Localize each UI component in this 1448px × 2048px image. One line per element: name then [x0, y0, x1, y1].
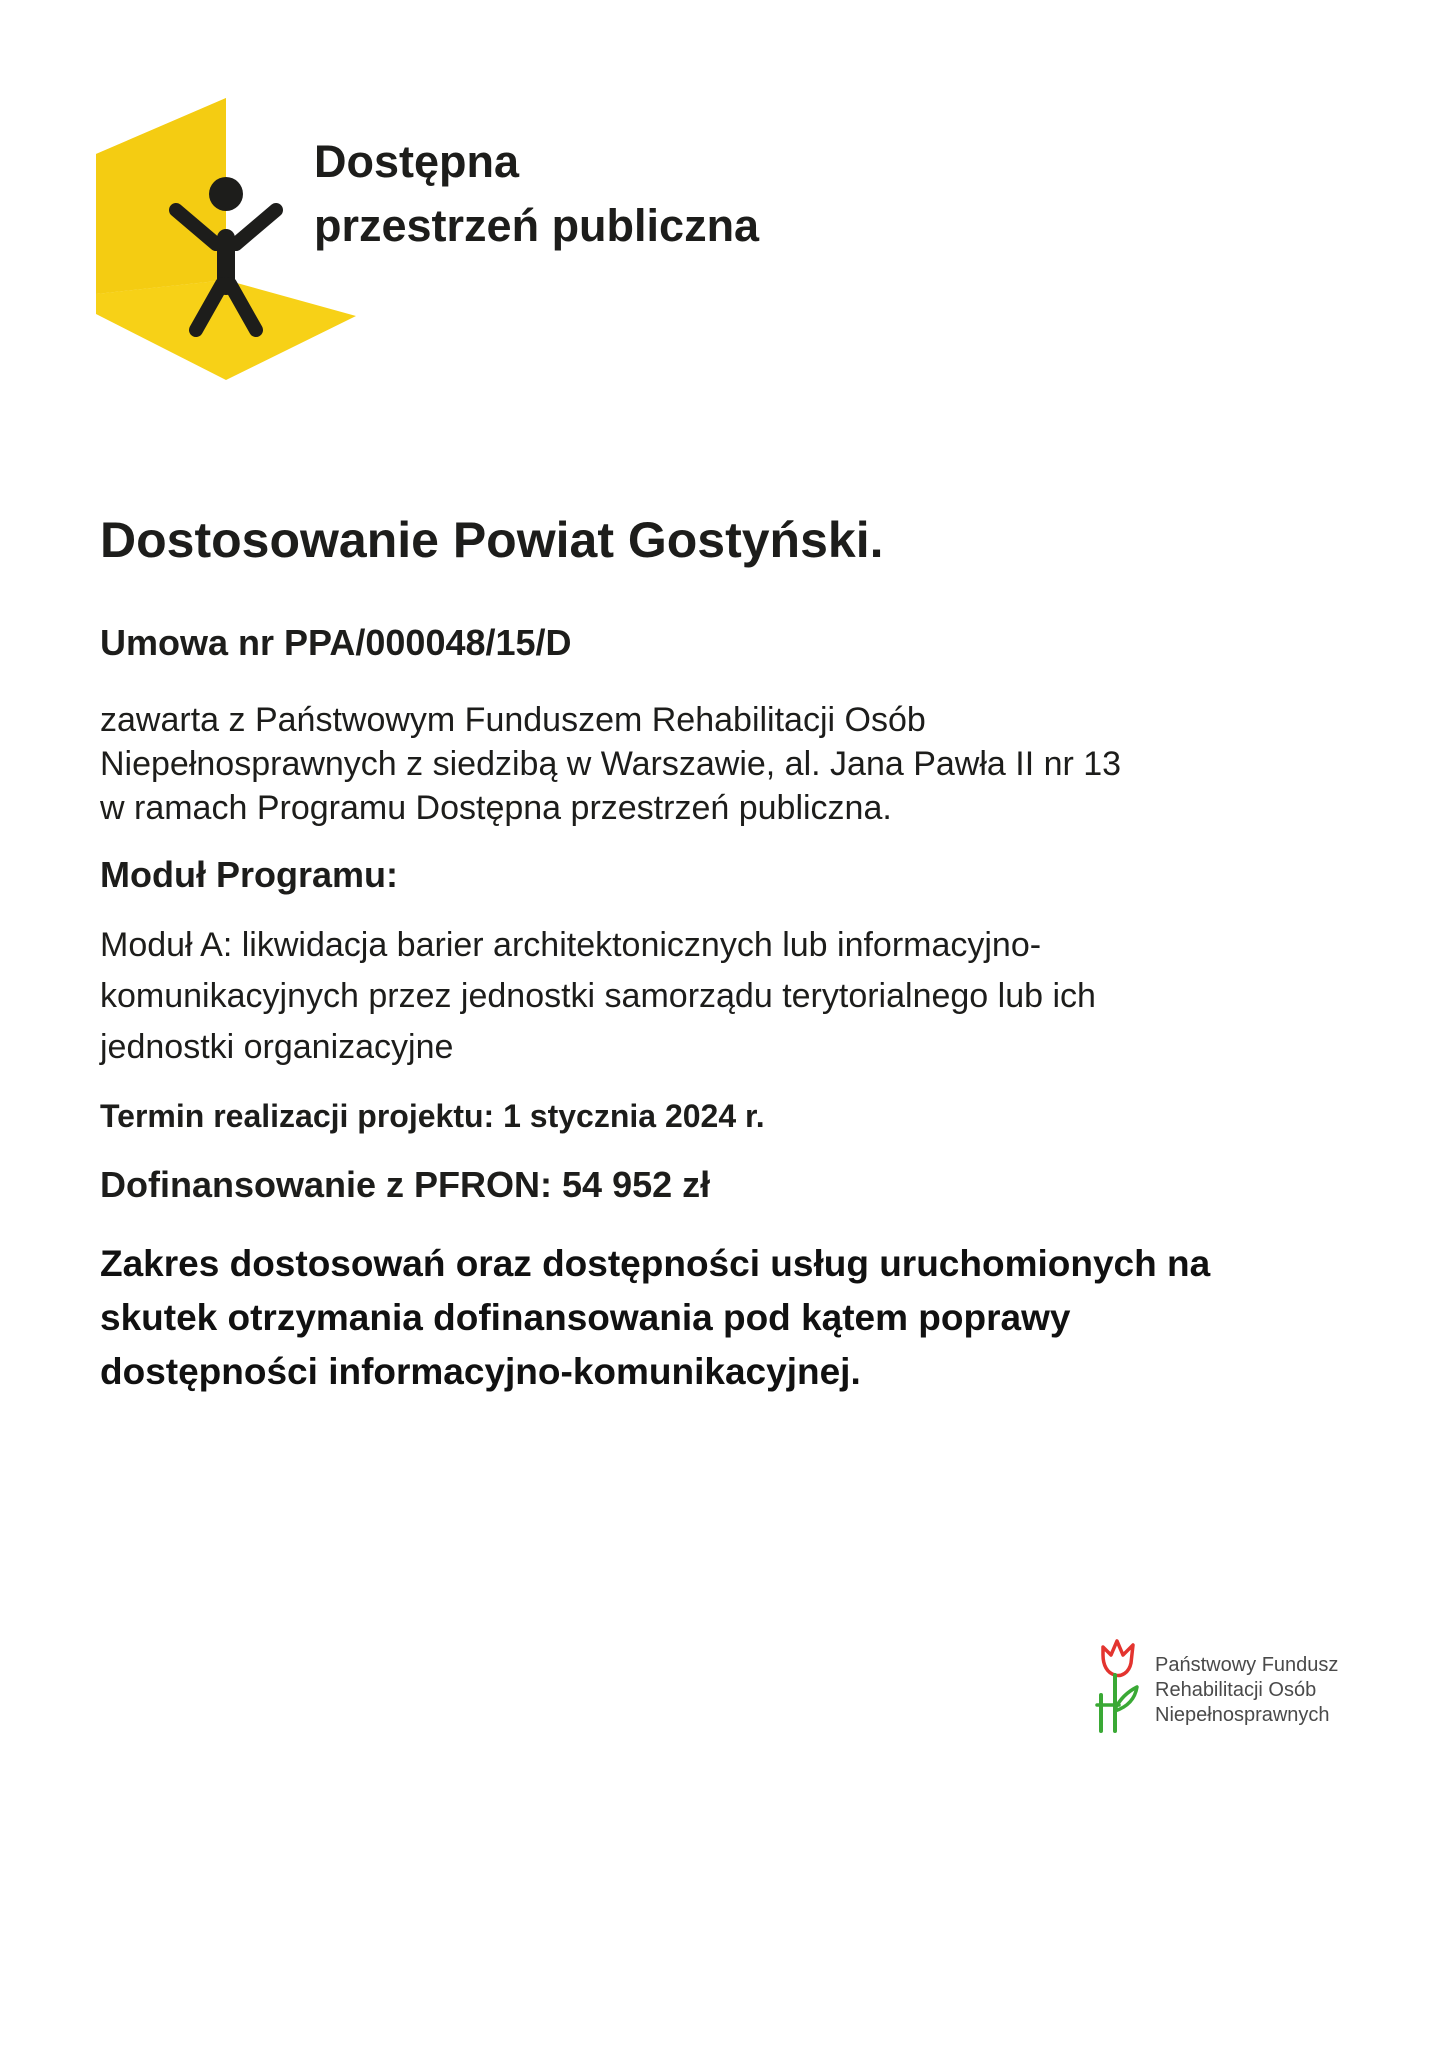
module-line: jednostki organizacyjne [100, 1028, 454, 1066]
funding-amount: Dofinansowanie z PFRON: 54 952 zł [100, 1164, 711, 1205]
program-logo-text [314, 130, 759, 258]
module-line: komunikacyjnych przez jednostki samorządu terytorialnego lub ich [100, 977, 1096, 1015]
module-line: Moduł A: likwidacja barier architektonicznych lub informacyjno- [100, 926, 1042, 964]
contract-line: zawarta z Państwowym Funduszem Rehabilitacji Osób [100, 701, 926, 739]
scope-statement [100, 1237, 1300, 1399]
contract-line: w ramach Programu Dostępna przestrzeń publiczna. [100, 789, 892, 827]
scope-line: dostępności informacyjno-komunikacyjnej. [100, 1351, 861, 1392]
module-heading: Moduł Programu: [100, 854, 398, 895]
project-deadline: Termin realizacji projektu: 1 stycznia 2024 r. [100, 1098, 765, 1134]
pfron-logo [1095, 1635, 1355, 1735]
pfron-logo-line1: Państwowy Fundusz [1155, 1654, 1339, 1676]
scope-line: Zakres dostosowań oraz dostępności usług uruchomionych na [100, 1243, 1211, 1284]
contract-description [100, 698, 1300, 830]
document-body [100, 500, 1300, 1399]
contract-number: Umowa nr PPA/000048/15/D [100, 622, 572, 663]
contract-line: Niepełnosprawnych z siedzibą w Warszawie, al. Jana Pawła II nr 13 [100, 745, 1122, 783]
pfron-logo-text [1155, 1653, 1338, 1728]
tulip-icon [1095, 1635, 1141, 1735]
program-logo-line2: przestrzeń publiczna [314, 200, 760, 251]
program-logo-line1: Dostępna [314, 136, 520, 187]
pfron-logo-line3: Niepełnosprawnych [1155, 1704, 1330, 1726]
pfron-logo-line2: Rehabilitacji Osób [1155, 1679, 1317, 1701]
scope-line: skutek otrzymania dofinansowania pod kątem poprawy [100, 1297, 1071, 1338]
page-title: Dostosowanie Powiat Gostyński. [100, 512, 884, 568]
module-description [100, 920, 1300, 1073]
